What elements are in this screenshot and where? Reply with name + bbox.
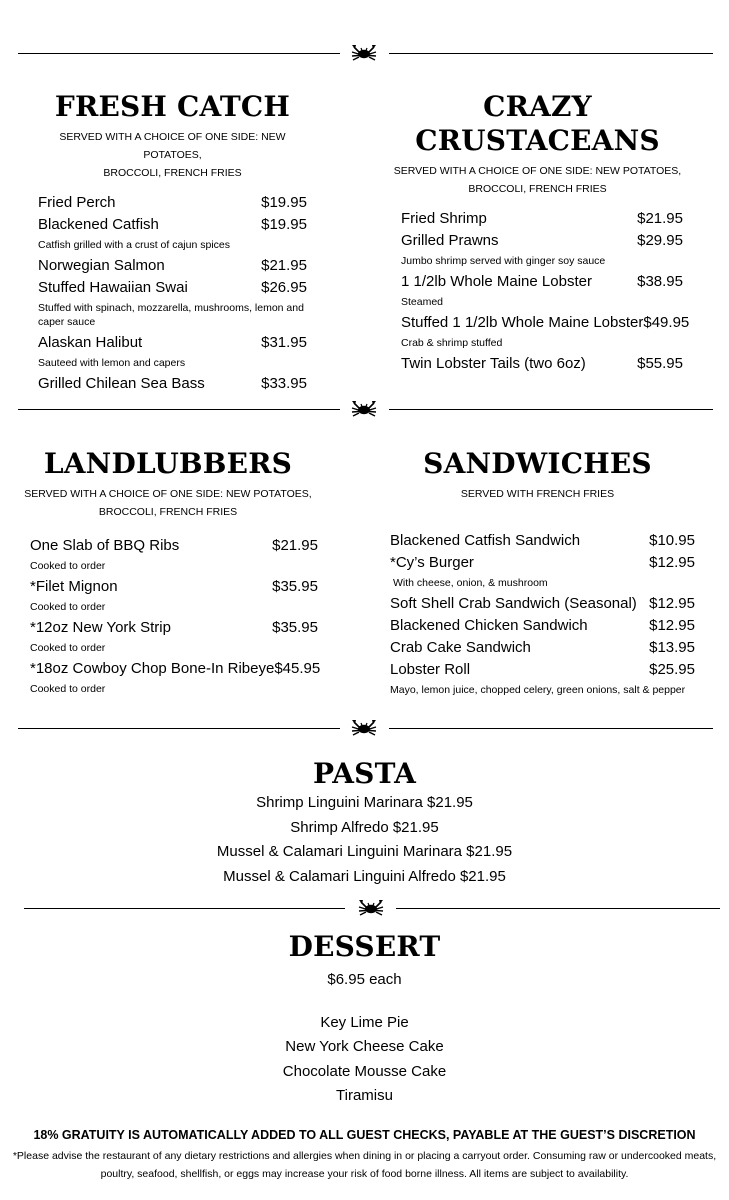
item-note: Steamed <box>401 296 444 308</box>
crab-icon <box>357 898 385 918</box>
item-price: $12.95 <box>649 595 695 612</box>
list-item: Chocolate Mousse Cake <box>282 1062 447 1080</box>
list-item: Mussel & Calamari Linguini Marinara $21.95 <box>216 843 513 860</box>
menu-items <box>18 535 321 696</box>
item-note: With cheese, onion, & mushroom <box>393 577 548 589</box>
item-price: $33.95 <box>261 375 307 392</box>
item-name: *Cy’s Burger <box>390 554 474 571</box>
menu-item <box>390 530 695 552</box>
crab-icon <box>350 399 378 419</box>
menu-item <box>30 535 318 557</box>
menu-item <box>390 552 695 574</box>
divider-bottom <box>0 898 729 918</box>
menu-item <box>30 617 318 639</box>
item-price: $38.95 <box>637 273 683 290</box>
dessert-list <box>0 1011 729 1109</box>
item-note: Catfish grilled with a crust of cajun spices <box>38 239 230 251</box>
item-price: $12.95 <box>649 554 695 571</box>
dessert-price-note: $6.95 each <box>327 971 402 988</box>
item-price: $55.95 <box>637 355 683 372</box>
section-subtitle <box>380 485 695 503</box>
item-name: *12oz New York Strip <box>30 619 171 636</box>
gratuity-notice: 18% GRATUITY IS AUTOMATICALLY ADDED TO ALL GUEST CHECKS, PAYABLE AT THE GUEST’S DISCRETION <box>33 1128 696 1142</box>
item-price: $10.95 <box>649 532 695 549</box>
subtitle-line: SERVED WITH A CHOICE OF ONE SIDE: NEW POTATOES, <box>393 165 682 177</box>
list-item: Tiramisu <box>336 1087 393 1104</box>
subtitle-line: BROCCOLI, FRENCH FRIES <box>103 167 242 179</box>
item-name: Soft Shell Crab Sandwich (Seasonal) <box>390 595 637 612</box>
divider-top <box>0 43 729 63</box>
menu-item <box>401 271 683 293</box>
subtitle-line: SERVED WITH A CHOICE OF ONE SIDE: NEW POTATOES, <box>24 488 312 500</box>
section-crazy-crustaceans <box>370 90 705 375</box>
item-name: Alaskan Halibut <box>38 334 143 351</box>
list-item: Shrimp Alfredo $21.95 <box>290 818 439 836</box>
item-name: Fried Perch <box>38 194 116 211</box>
item-note: Jumbo shrimp served with ginger soy sauce <box>401 255 606 267</box>
item-name: Stuffed Hawaiian Swai <box>38 279 188 296</box>
menu-item <box>38 255 307 277</box>
item-name: Lobster Roll <box>390 661 471 678</box>
menu-item <box>401 208 683 230</box>
menu-item <box>390 615 695 637</box>
item-name: Grilled Prawns <box>401 232 499 249</box>
item-note: Crab & shrimp stuffed <box>401 337 503 349</box>
item-price: $13.95 <box>649 639 695 656</box>
menu-item <box>30 658 321 680</box>
item-price: $25.95 <box>649 661 695 678</box>
menu-item <box>401 312 690 334</box>
pasta-list <box>0 791 729 889</box>
item-name: Stuffed 1 1/2lb Whole Maine Lobster <box>401 314 644 331</box>
menu-item <box>38 214 307 236</box>
item-price: $19.95 <box>261 194 307 211</box>
section-title: LANDLUBBERS <box>43 447 293 480</box>
section-sandwiches <box>380 447 695 700</box>
menu-item <box>38 277 307 299</box>
section-title: DESSERT <box>288 930 441 963</box>
section-fresh-catch <box>30 90 315 395</box>
section-title: CRAZY CRUSTACEANS <box>415 90 660 157</box>
item-name: Blackened Catfish <box>38 216 159 233</box>
list-item: Shrimp Linguini Marinara $21.95 <box>256 794 473 811</box>
list-item: Key Lime Pie <box>320 1013 409 1031</box>
menu-item <box>390 593 695 615</box>
section-title: FRESH CATCH <box>54 90 291 123</box>
item-name: *Filet Mignon <box>30 578 118 595</box>
divider-lower <box>0 718 729 738</box>
item-price: $12.95 <box>649 617 695 634</box>
subtitle-line: BROCCOLI, FRENCH FRIES <box>468 183 607 195</box>
item-note: Cooked to order <box>30 642 106 654</box>
section-title: PASTA <box>313 757 416 790</box>
menu-item <box>390 659 695 681</box>
item-name: Twin Lobster Tails (two 6oz) <box>401 355 586 372</box>
item-price: $49.95 <box>643 314 690 331</box>
item-note: Cooked to order <box>30 601 106 613</box>
divider-middle <box>0 399 729 419</box>
crab-icon <box>350 43 378 63</box>
menu-item <box>401 230 683 252</box>
menu-item <box>30 576 318 598</box>
item-name: Blackened Chicken Sandwich <box>390 617 588 634</box>
menu-item <box>38 192 307 214</box>
list-item: Mussel & Calamari Linguini Alfredo $21.95 <box>223 867 506 885</box>
menu-items <box>30 192 315 395</box>
section-subtitle <box>370 162 705 198</box>
section-subtitle <box>18 485 318 521</box>
menu-items <box>380 530 695 697</box>
item-price: $19.95 <box>261 216 307 233</box>
item-name: One Slab of BBQ Ribs <box>30 537 180 554</box>
item-price: $35.95 <box>272 619 318 636</box>
menu-item <box>38 332 307 354</box>
subtitle-line: BROCCOLI, FRENCH FRIES <box>98 506 238 518</box>
item-price: $45.95 <box>274 660 321 677</box>
item-note: Sauteed with lemon and capers <box>38 357 186 369</box>
item-price: $21.95 <box>261 257 307 274</box>
item-price: $26.95 <box>261 279 307 296</box>
section-landlubbers <box>18 447 321 699</box>
item-price: $21.95 <box>637 210 683 227</box>
menu-items <box>370 208 705 375</box>
item-price: $21.95 <box>272 537 318 554</box>
item-name: Fried Shrimp <box>401 210 487 227</box>
section-subtitle <box>30 128 315 182</box>
item-name: 1 1/2lb Whole Maine Lobster <box>401 273 592 290</box>
item-note: Cooked to order <box>30 683 106 695</box>
section-dessert <box>0 930 729 1109</box>
item-name: Norwegian Salmon <box>38 257 165 274</box>
dietary-advisory: *Please advise the restaurant of any dietary restrictions and allergies when dining in or placing a carryout order. Consuming raw or undercooked meats, poultry, seafood, shellfish, or eggs may increase your risk of food borne illness. All items are subject to availability. <box>12 1150 717 1180</box>
item-name: Blackened Catfish Sandwich <box>390 532 581 549</box>
item-note: Mayo, lemon juice, chopped celery, green onions, salt & pepper <box>390 684 686 696</box>
item-price: $31.95 <box>261 334 307 351</box>
item-name: Grilled Chilean Sea Bass <box>38 375 205 392</box>
item-name: Crab Cake Sandwich <box>390 639 531 656</box>
menu-item <box>390 637 695 659</box>
list-item: New York Cheese Cake <box>285 1038 444 1055</box>
crab-icon <box>350 718 378 738</box>
menu-item <box>38 373 307 395</box>
item-price: $35.95 <box>272 578 318 595</box>
item-name: *18oz Cowboy Chop Bone-In Ribeye <box>30 660 275 677</box>
menu-item <box>401 353 683 375</box>
subtitle-line: SERVED WITH A CHOICE OF ONE SIDE: NEW POTATOES, <box>59 131 286 161</box>
item-note: Cooked to order <box>30 560 106 572</box>
item-note: Stuffed with spinach, mozzarella, mushrooms, lemon and caper sauce <box>38 302 304 328</box>
section-title: SANDWICHES <box>423 447 652 480</box>
subtitle-line: SERVED WITH FRENCH FRIES <box>460 488 615 500</box>
section-pasta <box>0 757 729 889</box>
item-price: $29.95 <box>637 232 683 249</box>
